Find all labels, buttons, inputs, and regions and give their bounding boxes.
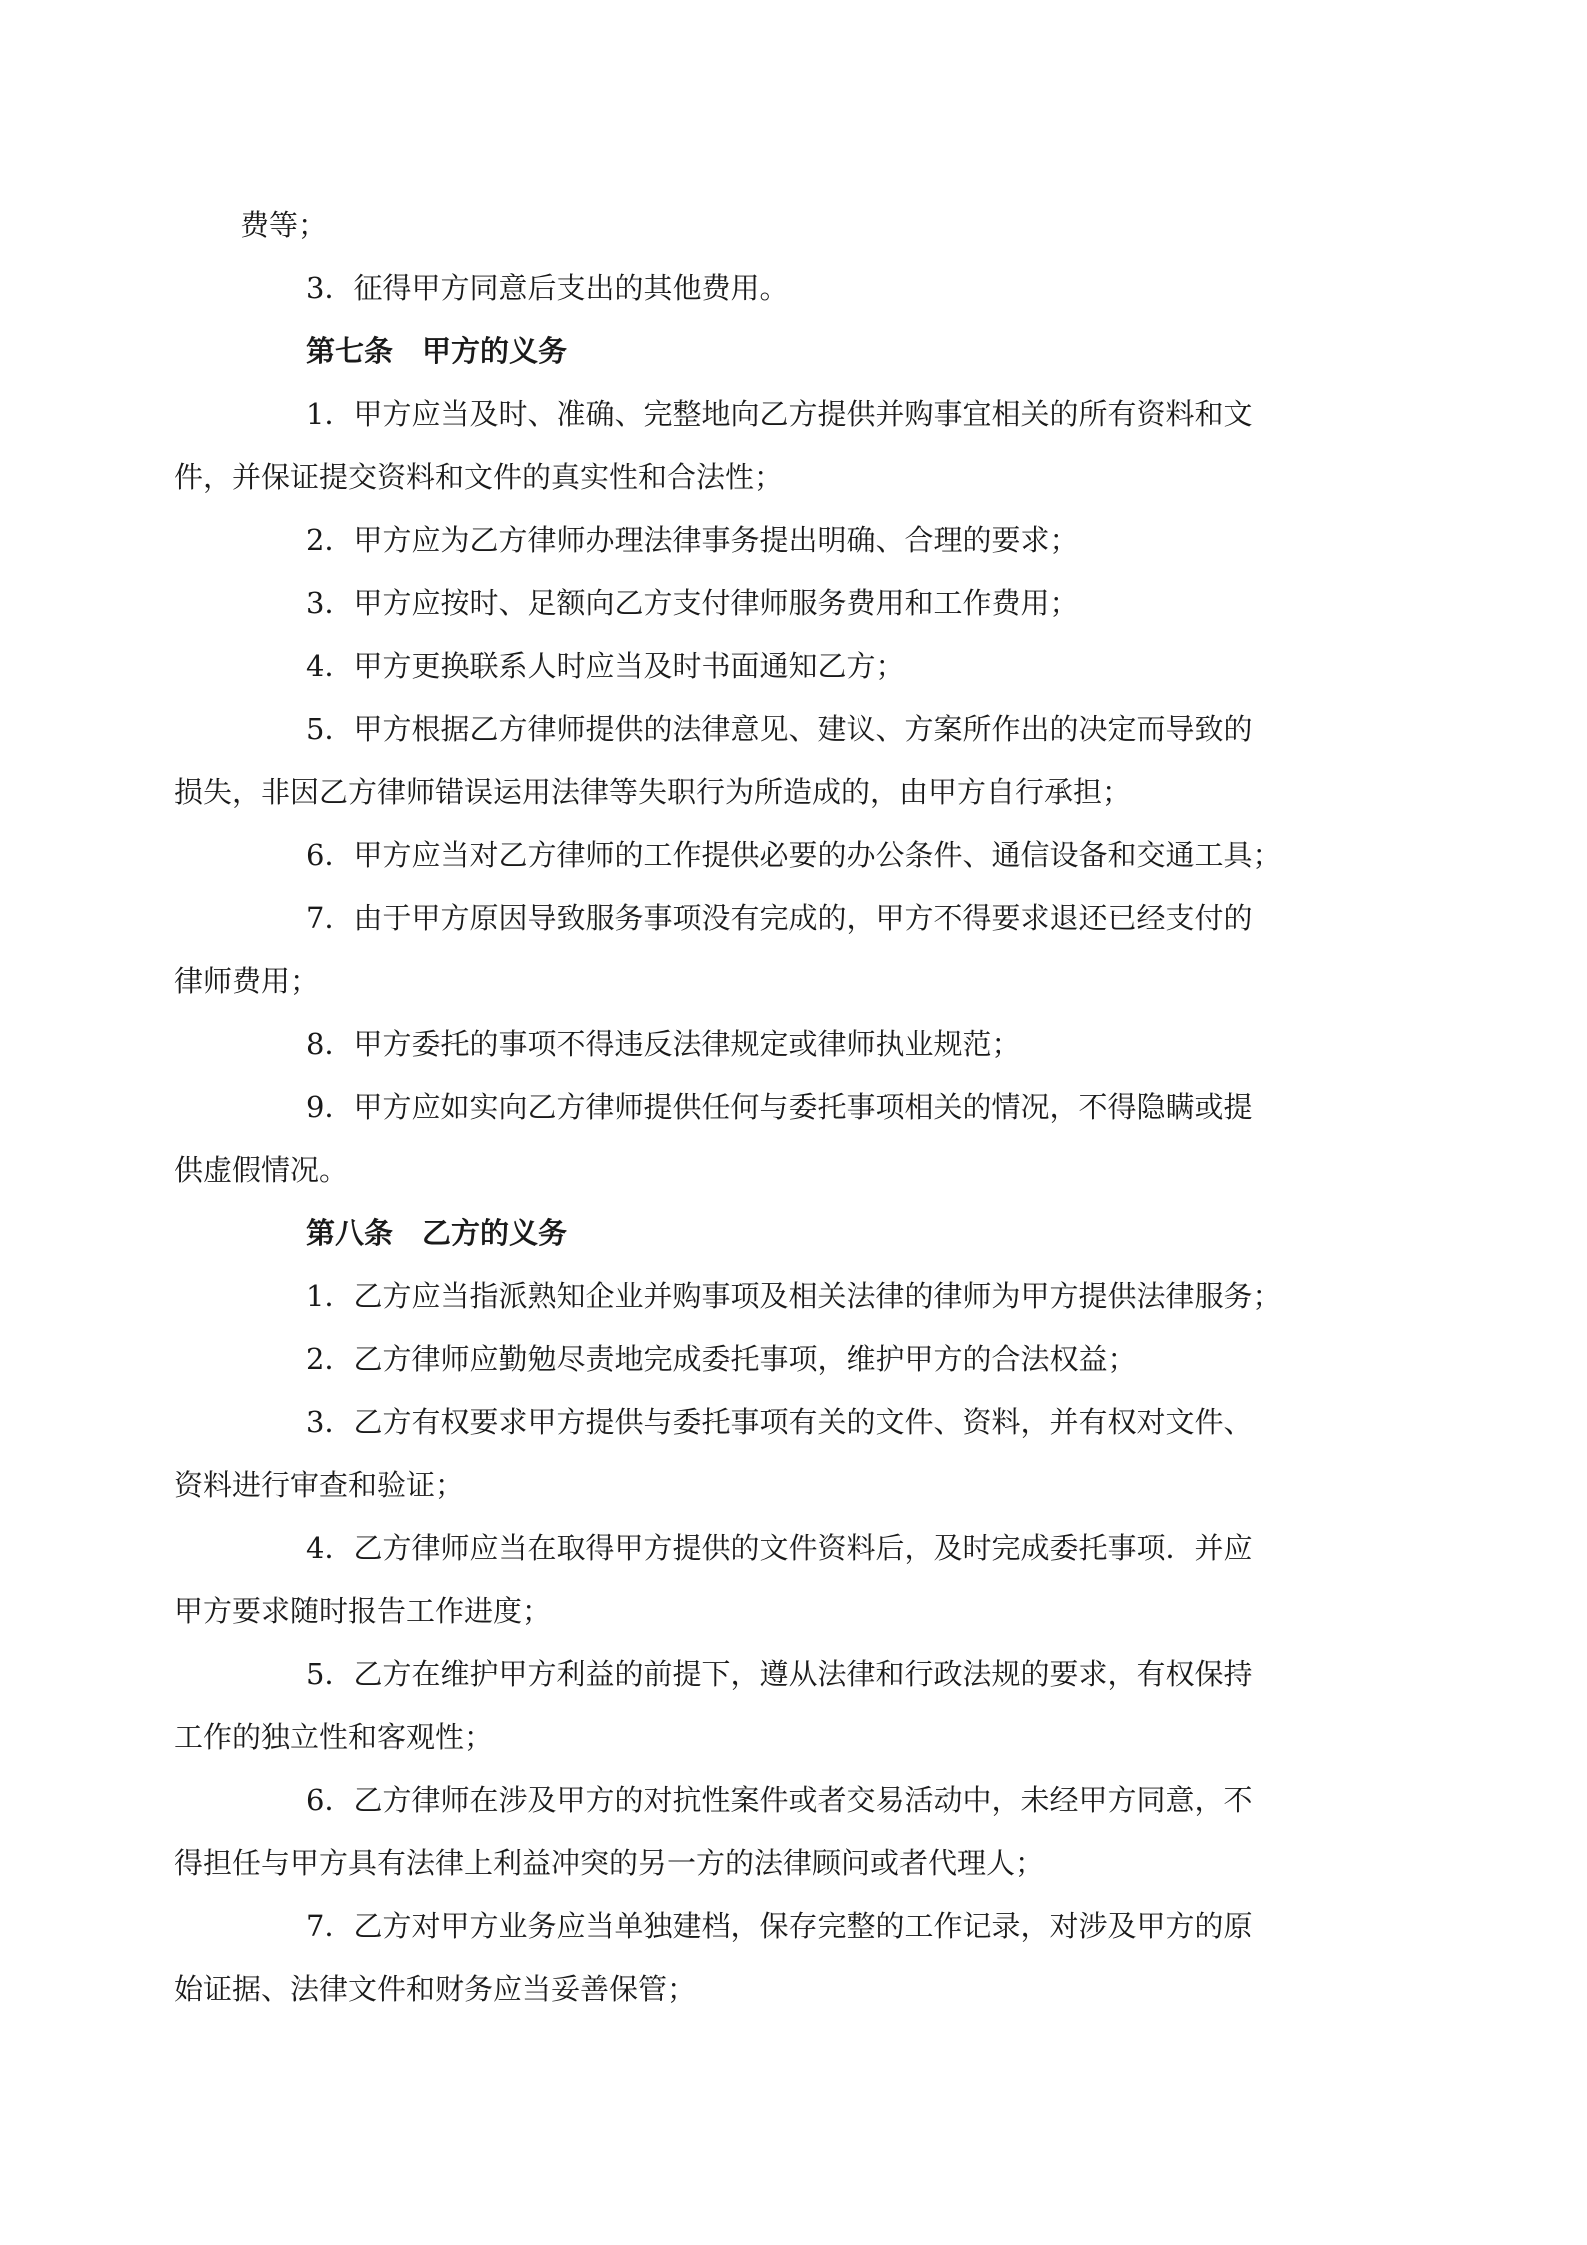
document-body [174, 194, 1350, 2021]
paragraph-line: 2．乙方律师应勤勉尽责地完成委托事项，维护甲方的合法权益； [306, 1342, 1137, 1376]
paragraph-line: 得担任与甲方具有法律上利益冲突的另一方的法律顾问或者代理人； [174, 1846, 1045, 1880]
paragraph-line: 费等； [240, 208, 328, 242]
paragraph-line: 损失，非因乙方律师错误运用法律等失职行为所造成的，由甲方自行承担； [174, 775, 1132, 809]
paragraph-16 [174, 1517, 1350, 1643]
paragraph-6 [240, 635, 1350, 698]
paragraph-line: 律师费用； [174, 964, 320, 998]
paragraph-13 [240, 1265, 1350, 1328]
paragraph-0 [240, 194, 1350, 257]
article-7-heading [240, 320, 1350, 383]
paragraph-line: 3．征得甲方同意后支出的其他费用。 [306, 271, 789, 305]
paragraph-line: 1．乙方应当指派熟知企业并购事项及相关法律的律师为甲方提供法律服务； [306, 1279, 1282, 1313]
paragraph-line: 5．乙方在维护甲方利益的前提下，遵从法律和行政法规的要求，有权保持 [306, 1657, 1253, 1691]
paragraph-14 [240, 1328, 1350, 1391]
paragraph-line: 7．乙方对甲方业务应当单独建档，保存完整的工作记录，对涉及甲方的原 [306, 1909, 1253, 1943]
paragraph-4 [240, 509, 1350, 572]
paragraph-5 [240, 572, 1350, 635]
paragraph-8 [240, 824, 1350, 887]
paragraph-line: 8．甲方委托的事项不得违反法律规定或律师执业规范； [306, 1027, 1021, 1061]
paragraph-10 [240, 1013, 1350, 1076]
paragraph-line: 工作的独立性和客观性； [174, 1720, 494, 1754]
paragraph-line: 7．由于甲方原因导致服务事项没有完成的，甲方不得要求退还已经支付的 [306, 901, 1253, 935]
paragraph-1 [240, 257, 1350, 320]
paragraph-line: 6．甲方应当对乙方律师的工作提供必要的办公条件、通信设备和交通工具； [306, 838, 1282, 872]
paragraph-line: 6．乙方律师在涉及甲方的对抗性案件或者交易活动中，未经甲方同意，不 [306, 1783, 1253, 1817]
article-8-heading [240, 1202, 1350, 1265]
paragraph-line: 2．甲方应为乙方律师办理法律事务提出明确、合理的要求； [306, 523, 1079, 557]
paragraph-15 [174, 1391, 1350, 1517]
paragraph-line: 4．乙方律师应当在取得甲方提供的文件资料后，及时完成委托事项．并应 [306, 1531, 1253, 1565]
paragraph-9 [174, 887, 1350, 1013]
heading-line: 第七条 甲方的义务 [306, 334, 568, 368]
paragraph-line: 4．甲方更换联系人时应当及时书面通知乙方； [306, 649, 905, 683]
paragraph-line: 3．甲方应按时、足额向乙方支付律师服务费用和工作费用； [306, 586, 1079, 620]
paragraph-line: 件，并保证提交资料和文件的真实性和合法性； [174, 460, 784, 494]
paragraph-line: 9．甲方应如实向乙方律师提供任何与委托事项相关的情况，不得隐瞒或提 [306, 1090, 1253, 1124]
paragraph-19 [174, 1895, 1350, 2021]
paragraph-3 [174, 383, 1350, 509]
paragraph-line: 始证据、法律文件和财务应当妥善保管； [174, 1972, 697, 2006]
paragraph-line: 甲方要求随时报告工作进度； [174, 1594, 552, 1628]
paragraph-line: 资料进行审查和验证； [174, 1468, 465, 1502]
paragraph-7 [174, 698, 1350, 824]
paragraph-line: 1．甲方应当及时、准确、完整地向乙方提供并购事宜相关的所有资料和文 [306, 397, 1253, 431]
paragraph-17 [174, 1643, 1350, 1769]
paragraph-18 [174, 1769, 1350, 1895]
heading-line: 第八条 乙方的义务 [306, 1216, 568, 1250]
paragraph-11 [174, 1076, 1350, 1202]
paragraph-line: 5．甲方根据乙方律师提供的法律意见、建议、方案所作出的决定而导致的 [306, 712, 1253, 746]
paragraph-line: 3．乙方有权要求甲方提供与委托事项有关的文件、资料，并有权对文件、 [306, 1405, 1253, 1439]
paragraph-line: 供虚假情况。 [174, 1153, 349, 1187]
